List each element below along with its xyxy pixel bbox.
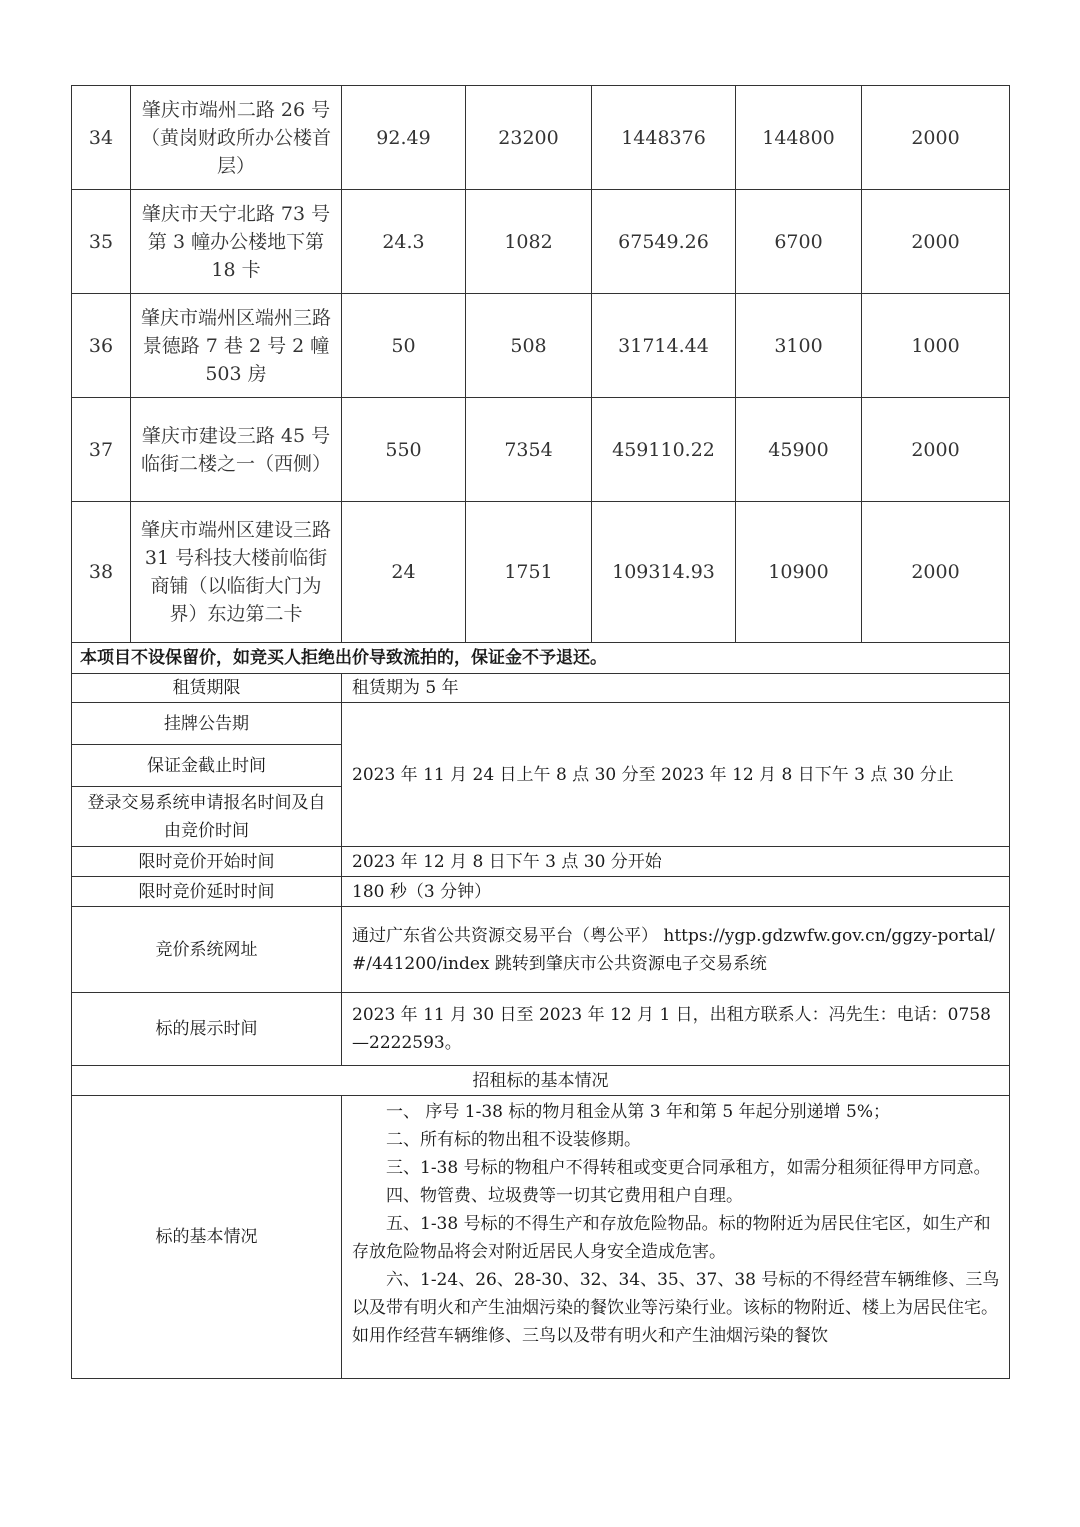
row-value-2: 459110.22 (592, 398, 736, 502)
timed-start-value: 2023 年 12 月 8 日下午 3 点 30 分开始 (342, 847, 1010, 877)
table-row (72, 502, 1010, 643)
row-value-2: 109314.93 (592, 502, 736, 643)
row-area: 50 (342, 294, 466, 398)
row-value-4: 1000 (862, 294, 1010, 398)
basic-item: 五、1-38 号标的不得生产和存放危险物品。标的物附近为居民住宅区，如生产和存放危险物品将会对附近居民人身安全造成危害。 (352, 1214, 991, 1262)
row-address: 肇庆市天宁北路 73 号第 3 幢办公楼地下第 18 卡 (131, 190, 342, 294)
basic-info-content (342, 1096, 1010, 1379)
period-value: 2023 年 11 月 24 日上午 8 点 30 分至 2023 年 12 月 8 日下午 3 点 30 分止 (342, 703, 1010, 847)
display-time-label: 标的展示时间 (72, 993, 342, 1066)
row-number: 36 (72, 294, 131, 398)
row-value-3: 3100 (736, 294, 862, 398)
row-value-3: 144800 (736, 86, 862, 190)
row-area: 550 (342, 398, 466, 502)
row-value-4: 2000 (862, 502, 1010, 643)
row-value-4: 2000 (862, 190, 1010, 294)
row-address: 肇庆市建设三路 45 号临街二楼之一（西侧） (131, 398, 342, 502)
basic-info-label: 标的基本情况 (72, 1096, 342, 1379)
row-value-1: 7354 (466, 398, 592, 502)
basic-item: 三、1-38 号标的物租户不得转租或变更合同承租方，如需分租须征得甲方同意。 (386, 1158, 991, 1178)
row-value-3: 45900 (736, 398, 862, 502)
row-value-2: 67549.26 (592, 190, 736, 294)
row-number: 34 (72, 86, 131, 190)
row-value-3: 10900 (736, 502, 862, 643)
listing-period-label: 挂牌公告期 (72, 703, 342, 745)
basic-item: 四、物管费、垃圾费等一切其它费用租户自理。 (386, 1186, 743, 1206)
row-value-3: 6700 (736, 190, 862, 294)
row-value-4: 2000 (862, 398, 1010, 502)
basic-item: 一、 序号 1-38 标的物月租金从第 3 年和第 5 年起分别递增 5%； (386, 1102, 891, 1122)
row-value-1: 23200 (466, 86, 592, 190)
row-area: 24.3 (342, 190, 466, 294)
basic-item: 六、1-24、26、28-30、32、34、35、37、38 号标的不得经营车辆维修、三鸟以及带有明火和产生油烟污染的餐饮业等污染行业。该标的物附近、楼上为居民住宅。如用作经营车辆维修、三鸟以及带有明火和产生油烟污染的餐饮 (352, 1270, 1000, 1346)
property-table (71, 85, 1010, 643)
timed-start-label: 限时竞价开始时间 (72, 847, 342, 877)
lease-term-label: 租赁期限 (72, 674, 342, 703)
row-area: 92.49 (342, 86, 466, 190)
deposit-deadline-label: 保证金截止时间 (72, 745, 342, 787)
table-row (72, 190, 1010, 294)
auction-info-table (71, 642, 1010, 1379)
registration-label: 登录交易系统申请报名时间及自由竞价时间 (72, 787, 342, 847)
row-address: 肇庆市端州区建设三路 31 号科技大楼前临街商铺（以临街大门为界）东边第二卡 (131, 502, 342, 643)
row-value-2: 1448376 (592, 86, 736, 190)
row-value-4: 2000 (862, 86, 1010, 190)
basic-item: 二、所有标的物出租不设装修期。 (386, 1130, 641, 1150)
section-heading: 招租标的基本情况 (72, 1066, 1010, 1096)
timed-extension-value: 180 秒（3 分钟） (342, 877, 1010, 907)
row-address: 肇庆市端州二路 26 号（黄岗财政所办公楼首层） (131, 86, 342, 190)
row-value-1: 1751 (466, 502, 592, 643)
row-address: 肇庆市端州区端州三路景德路 7 巷 2 号 2 幢 503 房 (131, 294, 342, 398)
row-value-2: 31714.44 (592, 294, 736, 398)
row-value-1: 1082 (466, 190, 592, 294)
row-number: 38 (72, 502, 131, 643)
row-area: 24 (342, 502, 466, 643)
table-row (72, 294, 1010, 398)
system-url-label: 竞价系统网址 (72, 907, 342, 993)
display-time-value: 2023 年 11 月 30 日至 2023 年 12 月 1 日，出租方联系人：冯先生：电话：0758—2222593。 (342, 993, 1010, 1066)
table-row (72, 86, 1010, 190)
row-number: 35 (72, 190, 131, 294)
timed-extension-label: 限时竞价延时时间 (72, 877, 342, 907)
table-row (72, 398, 1010, 502)
lease-term-value: 租赁期为 5 年 (342, 674, 1010, 703)
row-number: 37 (72, 398, 131, 502)
no-reserve-note: 本项目不设保留价，如竞买人拒绝出价导致流拍的，保证金不予退还。 (72, 643, 1010, 674)
system-url-value: 通过广东省公共资源交易平台（粤公平） https://ygp.gdzwfw.gov.cn/ggzy-portal/#/441200/index 跳转到肇庆市公共资源电子交易系统 (342, 907, 1010, 993)
row-value-1: 508 (466, 294, 592, 398)
